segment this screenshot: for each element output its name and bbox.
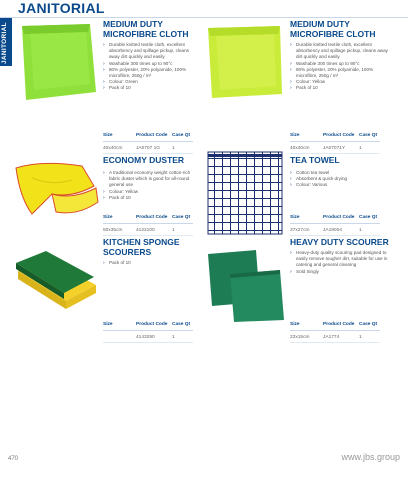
bullet: › 80% polyester, 20% polyamide, 100% microfibre, 250g / m² (290, 67, 394, 79)
side-tab-label: JANITORIAL (1, 22, 8, 64)
side-tab (0, 18, 12, 66)
col-size: Size (290, 133, 300, 138)
table-row: 4143290 1 (103, 331, 193, 343)
bullet: › 80% polyester, 20% polyamide, 100% microfibre, 250g / m² (103, 67, 195, 79)
bullet: › Washable 300 times up to 90°c (290, 61, 394, 67)
col-qty: Case Qt (172, 322, 191, 327)
col-code: Product Code (323, 133, 355, 138)
table-row: 40x40cm JA0707 1G 1 (103, 142, 193, 154)
col-size: Size (103, 133, 113, 138)
col-code: Product Code (323, 322, 355, 327)
bullet: › Pack of 10 (103, 260, 195, 266)
product-title: TEA TOWEL (290, 155, 340, 165)
yellow-microfibre-cloth-icon (204, 22, 286, 102)
green-microfibre-cloth-icon (16, 22, 98, 102)
sponge-scourer-icon (14, 245, 100, 311)
col-size: Size (103, 215, 113, 220)
col-size: Size (103, 322, 113, 327)
green-scourer-pad-icon (200, 246, 288, 324)
spec-table (103, 133, 193, 154)
col-qty: Case Qt (359, 322, 378, 327)
header-divider (0, 17, 408, 18)
page-title: JANITORIAL (18, 0, 105, 16)
table-row: 37x27cm JA19004 1 (290, 224, 380, 236)
tea-towel-icon (206, 150, 284, 236)
bullet: › Pack of 10 (290, 85, 394, 91)
col-code: Product Code (136, 322, 168, 327)
bullet: › Pack of 10 (103, 85, 195, 91)
col-size: Size (290, 322, 300, 327)
col-qty: Case Qt (359, 215, 378, 220)
table-row: 40x40cm JA07071Y 1 (290, 142, 380, 154)
bullet: › Durable knitted textile cloth, excellent absorbency and spillage pickup, cleans away dirt quickly and easily (290, 42, 394, 61)
bullet: › Pack of 10 (103, 195, 195, 201)
col-code: Product Code (136, 215, 168, 220)
bullet: › Colour: Green (103, 79, 195, 85)
bullet: › Colour: Various (290, 182, 394, 188)
spec-table (290, 322, 380, 343)
table-row: 23x15cm JA1774 1 (290, 331, 380, 343)
website-link[interactable]: www.jbs.group (341, 452, 400, 462)
spec-table (290, 215, 380, 236)
col-qty: Case Qt (172, 133, 191, 138)
bullet: › Durable knitted textile cloth, excellent absorbency and spillage pickup, cleans away dirt quickly and easily (103, 42, 195, 61)
col-code: Product Code (136, 133, 168, 138)
table-row: 50x35cm 4122100 1 (103, 224, 193, 236)
product-title: KITCHEN SPONGE SCOURERS (103, 237, 180, 257)
spec-table (103, 322, 193, 343)
col-qty: Case Qt (359, 133, 378, 138)
col-size: Size (290, 215, 300, 220)
bullet: › Absorbent & quick drying (290, 176, 394, 182)
bullet: › Cotton tea towel (290, 170, 394, 176)
bullet: › Colour: Yellow (290, 79, 394, 85)
bullet: › Colour: Yellow (103, 189, 195, 195)
bullet: › Washable 300 times up to 90°c (103, 61, 195, 67)
yellow-duster-icon (12, 158, 102, 224)
product-title: MEDIUM DUTY MICROFIBRE CLOTH (290, 19, 376, 39)
product-title: HEAVY DUTY SCOURER (290, 237, 389, 247)
spec-table (103, 215, 193, 236)
col-qty: Case Qt (172, 215, 191, 220)
col-code: Product Code (323, 215, 355, 220)
bullet: › Heavy-duty quality scouring pad designed to easily remove tougher dirt, suitable for use in catering and general cleaning (290, 250, 394, 269)
product-title: ECONOMY DUSTER (103, 155, 185, 165)
product-title: MEDIUM DUTY MICROFIBRE CLOTH (103, 19, 189, 39)
bullet: › Sold Singly (290, 269, 394, 275)
page-number: 470 (8, 456, 19, 462)
bullet: › A traditional economy weight cotton-rich fabric duster which is good for all-round general use (103, 170, 195, 189)
spec-table (290, 133, 380, 154)
